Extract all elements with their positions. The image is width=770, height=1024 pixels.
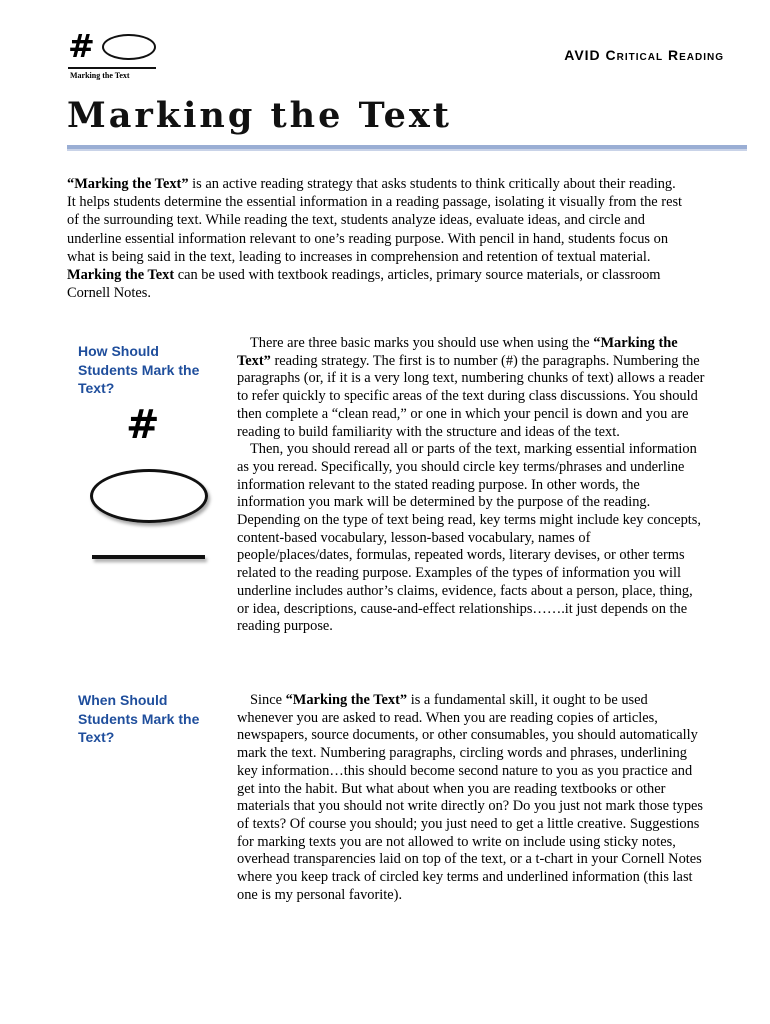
series-label: AVID Critical Reading <box>564 47 724 63</box>
marking-the-text-logo <box>68 27 160 84</box>
text-run: Since <box>250 692 286 708</box>
paragraph <box>237 335 707 441</box>
section-heading-when: When Should Students Mark the Text? <box>78 692 200 745</box>
section-heading-how: How Should Students Mark the Text? <box>78 343 200 396</box>
strategy-name: “Marking the Text” <box>285 692 408 708</box>
intro-paragraph <box>67 175 687 302</box>
section-when-body <box>237 692 707 904</box>
number-symbol-icon: # <box>68 27 95 65</box>
text-run: is a fundamental skill, it ought to be used whenever you are asked to read. When you are reading copies of articles, newspapers, source documents, or other consumables, you should automatically mark the text. Numbering paragraphs, circling words and phrases, underlining key information…this should become second nature to you as you practice and get into the habit. But what about when you are reading textbooks or other materials that you should not write directly on? Do you just not mark those types of texts? Of course you should; you just need to get a little creative. Suggestions for marking texts you are not allowed to write on include using sticky notes, overhead transparencies laid on top of the text, or a t-chart in your Cornell Notes where you keep track of circled key terms and underlined information (this last one is my personal favorite). <box>237 692 704 903</box>
section-how-body <box>237 335 707 636</box>
paragraph <box>237 692 707 904</box>
circle-mark-icon <box>90 469 208 523</box>
paragraph: Then, you should reread all or parts of the text, marking essential information as you reread. Specifically, you should circle key terms/phrases and underline information relevant to the stated reading purpose. In other words, the information you mark will be determined by the purpose of the reading. Depending on the type of text being read, key terms might include key concepts, content-based vocabulary, lesson-based vocabulary, names of people/places/dates, formulas, repeated words, literary devises, or other terms related to the reading purpose. Examples of the types of information you will underline includes author’s claims, evidence, facts about a person, place, thing, or idea, descriptions, cause-and-effect relationships…….it just depends on the reading purpose. <box>237 441 701 635</box>
page-title: Marking the Text <box>67 95 452 136</box>
title-divider <box>67 145 747 151</box>
intro-lead: “Marking the Text” <box>67 176 189 192</box>
intro-text-1: is an active reading strategy that asks students to think critically about their reading. It helps students determine the essential information in a reading passage, isolating it visually from the rest of the surrounding text. While reading the text, students analyze ideas, evaluate ideas, and circle and underline essential information relevant to one’s reading purpose. With pencil in hand, students focus on what is being said in the text, leading to increases in comprehension and retention of textual material. <box>67 176 683 265</box>
underline-mark-icon <box>92 555 205 559</box>
text-run: There are three basic marks you should use when using the <box>250 335 594 351</box>
circle-mark-icon <box>102 34 156 60</box>
intro-text-2: can be used with textbook readings, articles, primary source materials, or classroom Cornell Notes. <box>67 267 661 302</box>
strategy-name: “Marking the Text” <box>237 335 678 369</box>
text-run: reading strategy. The first is to number (#) the paragraphs. Numbering the paragraphs (or, if it is a very long text, numbering chunks of text) allows a reader to refer quickly to specific areas of the text during class discussions. You should then complete a “clean read,” or one in which your pencil is down and you are reading to build familiarity with the structure and ideas of the text. <box>237 352 705 440</box>
intro-bold-2: Marking the Text <box>67 267 175 284</box>
number-symbol-icon: # <box>126 402 160 448</box>
underline-mark-icon <box>68 67 156 69</box>
logo-caption: Marking the Text <box>70 71 130 80</box>
